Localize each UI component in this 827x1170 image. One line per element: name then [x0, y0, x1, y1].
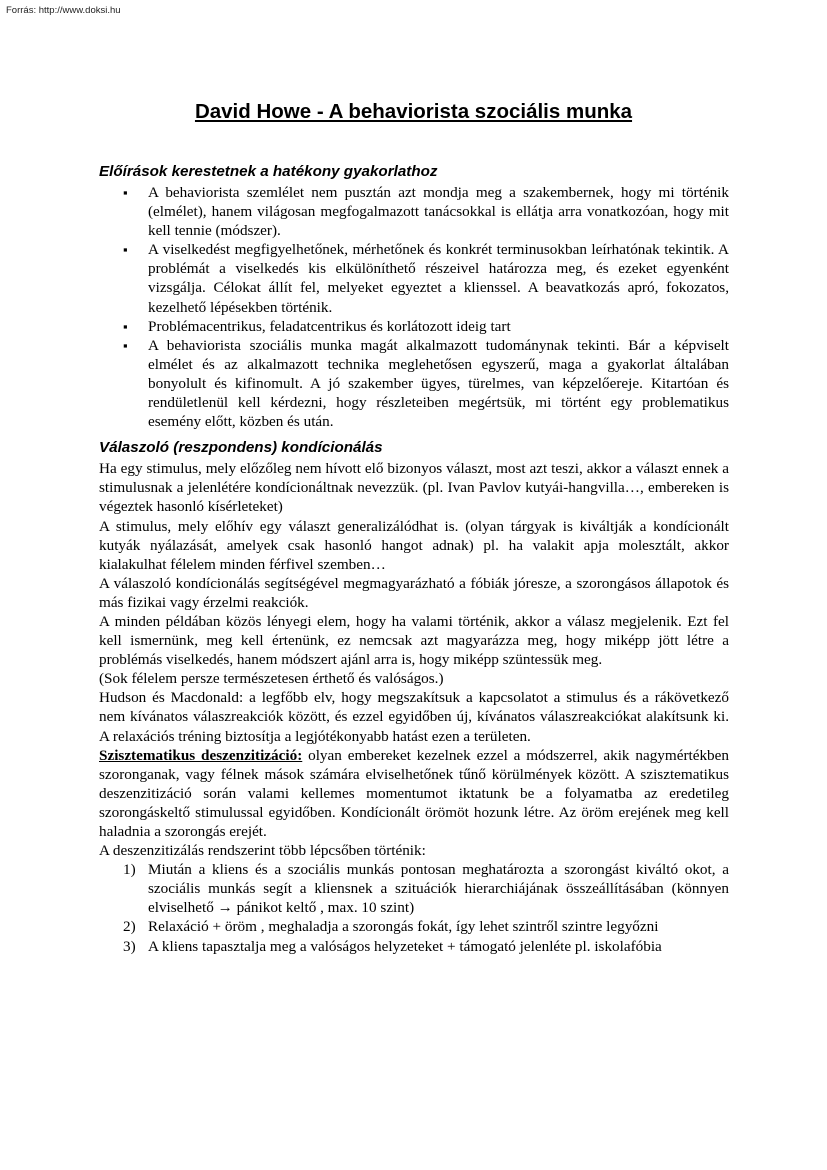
bullet-item: ▪ A viselkedést megfigyelhetőnek, mérhetőnek és konkrét terminusokban leírhatónak tekintik. A problémát a viselkedés kis elkülöníthető részeivel határozza meg, és ezeket egyenként vizsgálja. Célokat állít fel, melyeket egyeztet a klienssel. A beavatkozás apró, fokozatos, kezelhető lépésekben történik. [148, 240, 729, 316]
step-number: 3) [123, 937, 136, 955]
section-heading-prescriptions: Előírások kerestetnek a hatékony gyakorlathoz [99, 163, 438, 180]
step-number: 1) [123, 861, 136, 879]
step-text: Miután a kliens és a szociális munkás pontosan meghatározta a szorongást kiváltó okot, a szociális munkás segít a kliensnek a szituációk hierarchiájának összeállításában (könnyen elviselhető → pánikot keltő , max. 10 szint) [148, 861, 729, 917]
step-text: Relaxáció + öröm , meghaladja a szorongás fokát, így lehet szintről szintre legyőzni [148, 918, 659, 936]
document-title: David Howe - A behaviorista szociális munka [194, 100, 633, 123]
document-body [99, 161, 729, 956]
steps-intro: A deszenzitizálás rendszerint több lépcsőben történik: [99, 842, 426, 860]
paragraph: A válaszoló kondícionálás segítségével megmagyarázható a fóbiák jóresze, a szorongásos állapotok és más fizikai vagy érzelmi reakciók. [99, 574, 729, 611]
paragraph: Hudson és Macdonald: a legfőbb elv, hogy megszakítsuk a kapcsolatot a stimulus és a rákövetkező nem kívánatos válaszreakciók között, és ezzel egyidőben új, kívánatos válaszreakciókat alakítsunk ki. A relaxációs tréning biztosítja a legjótékonyabb hatást ezen a területen. [99, 689, 729, 745]
paragraph: Ha egy stimulus, mely előzőleg nem hívott elő bizonyos választ, most azt teszi, akkor a választ ennek a stimulusnak a jelenlétére kondícionáltnak nevezzük. (pl. Ivan Pavlov kutyái-hangvilla…, embereken is végeztek hasonló kísérleteket) [99, 460, 729, 516]
paragraph: A stimulus, mely előhív egy választ generalizálódhat is. (olyan tárgyak is kiváltják a kondícionált kutyák nyálazását, amelyek csak hasonló hangot adnak) pl. ha valakit apja molesztált, akkor kialakulhat félelem minden férfivel szemben… [99, 517, 729, 573]
term-systematic-desensitization: Szisztematikus deszenzitizáció: [99, 746, 303, 764]
bullet-item: ▪ A behaviorista szociális munka magát alkalmazott tudománynak tekinti. Bár a képviselt elmélet és az alkalmazott technika meglehetősen egyszerű, maga a gyakorlat általában bonyolult és kifinomult. A jó szakember ügyes, türelmes, van képzelőereje. Kitartóan és rendületlenül kell kérdezni, hogy részleteiben megértsük, mi történt egy problematikus esemény előtt, közben és után. [148, 336, 729, 431]
step-text: A kliens tapasztalja meg a valóságos helyzeteket + támogató jelenléte pl. iskolafóbia [148, 937, 662, 955]
bullet-item: ▪ Problémacentrikus, feladatcentrikus és korlátozott ideig tart [148, 317, 729, 336]
source-note: Forrás: http://www.doksi.hu [6, 5, 121, 16]
steps-list [99, 860, 729, 955]
bullet-item: ▪ A behaviorista szemlélet nem pusztán azt mondja meg a szakembernek, hogy mi történik (elmélet), hanem világosan megfogalmazott tanácsokkal is ellátja arra vonatkozóan, hogy mit kell tennie (módszer). [148, 183, 729, 240]
paragraph: (Sok félelem persze természetesen érthető és valóságos.) [99, 670, 444, 688]
desensitization-paragraph [99, 746, 729, 841]
term-definition: olyan embereket kezelnek ezzel a módszerrel, akik nagymértékben szoronganak, vagy félnek mások számára elviselhetőnek tűnő körülmények között. A szisztematikus deszenzitizáció során valami kellemes momentumot iktatunk be a folyamatba az eredetileg szorongáskeltő stimulussal egyidőben. Kondícionált örömöt hozunk létre. Az öröm erejének meg kell haladnia a szorongás erejét. [99, 746, 729, 840]
section-heading-respondent: Válaszoló (reszpondens) kondícionálás [99, 439, 383, 457]
step-item [123, 937, 729, 956]
step-item [123, 917, 729, 936]
bullet-list [99, 183, 729, 431]
paragraph: A minden példában közös lényegi elem, hogy ha valami történik, akkor a válasz megjelenik. Ezt fel kell ismernünk, meg kell értenünk, ez nemcsak azt magyarázza meg, hogy miképp jött létre a problémás viselkedés, hanem módszert ajánl arra is, hogy miképp szüntessük meg. [99, 612, 729, 669]
step-item [123, 860, 729, 917]
step-number: 2) [123, 918, 136, 936]
